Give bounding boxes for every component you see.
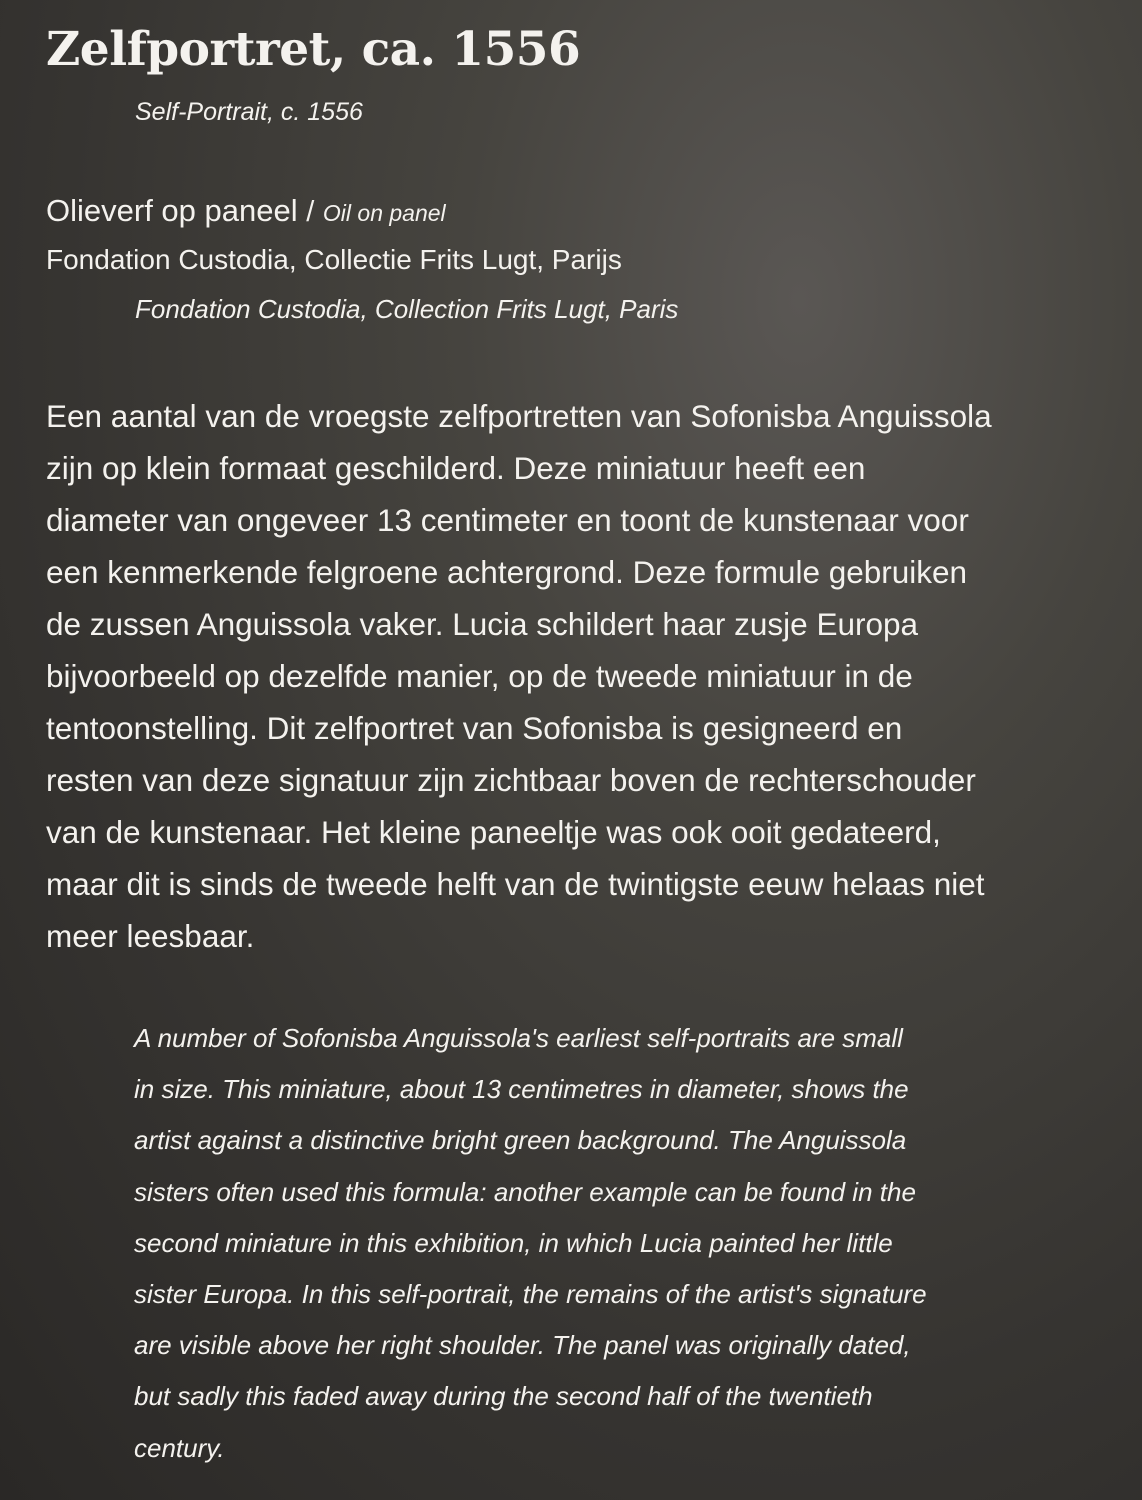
text-line: century.: [134, 1432, 225, 1463]
text-line: zijn op klein formaat geschilderd. Deze miniatuur heeft een: [46, 450, 866, 486]
text-line: diameter van ongeveer 13 centimeter en toont de kunstenaar voor: [46, 502, 969, 538]
text-line: second miniature in this exhibition, in which Lucia painted her little: [134, 1227, 893, 1258]
text-line: resten van deze signatuur zijn zichtbaar boven de rechterschouder: [46, 762, 976, 798]
medium-separator: /: [306, 196, 315, 228]
text-line: een kenmerkende felgroene achtergrond. Deze formule gebruiken: [46, 554, 968, 590]
text-line: A number of Sofonisba Anguissola's earliest self-portraits are small: [134, 1023, 903, 1053]
text-line: de zussen Anguissola vaker. Lucia schildert haar zusje Europa: [46, 606, 919, 642]
artwork-title-english: Self-Portrait, c. 1556: [135, 98, 363, 126]
text-line: sisters often used this formula: another example can be found in the: [134, 1176, 916, 1207]
medium-dutch: Olieverf op paneel: [46, 193, 298, 228]
description-dutch: [46, 390, 1086, 962]
text-line: meer leesbaar.: [46, 918, 255, 954]
text-line: are visible above her right shoulder. The panel was originally dated,: [134, 1330, 911, 1361]
collection-dutch: Fondation Custodia, Collectie Frits Lugt, Parijs: [46, 244, 622, 275]
text-line: Een aantal van de vroegste zelfportretten van Sofonisba Anguissola: [46, 398, 992, 434]
text-line: in size. This miniature, about 13 centimetres in diameter, shows the: [134, 1074, 909, 1105]
collection-english: Fondation Custodia, Collection Frits Lugt, Paris: [135, 294, 679, 324]
text-line: but sadly this faded away during the second half of the twentieth: [134, 1381, 873, 1412]
text-line: tentoonstelling. Dit zelfportret van Sofonisba is gesigneerd en: [46, 710, 903, 746]
medium-english: Oil on panel: [322, 200, 446, 226]
text-line: bijvoorbeeld op dezelfde manier, op de tweede miniatuur in de: [46, 658, 913, 694]
description-english: [134, 1013, 1094, 1474]
artwork-title: Zelfportret, ca. 1556: [46, 22, 581, 77]
text-line: van de kunstenaar. Het kleine paneeltje was ook ooit gedateerd,: [46, 814, 941, 850]
text-line: sister Europa. In this self-portrait, the remains of the artist's signature: [134, 1279, 927, 1310]
text-line: maar dit is sinds de tweede helft van de twintigste eeuw helaas niet: [46, 866, 985, 902]
text-line: artist against a distinctive bright green background. The Anguissola: [134, 1125, 907, 1156]
artwork-medium: [46, 193, 446, 229]
